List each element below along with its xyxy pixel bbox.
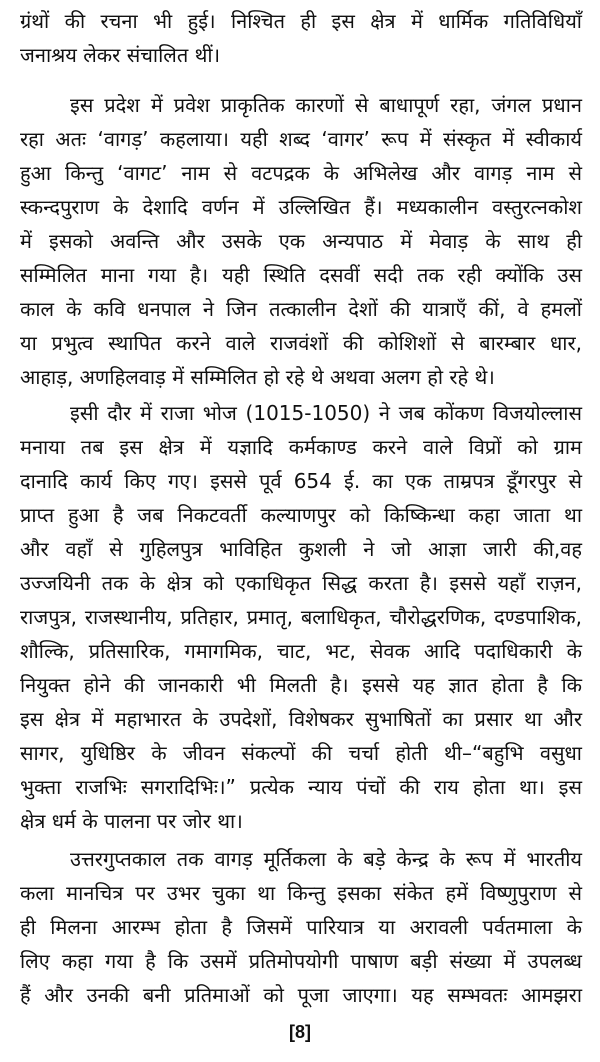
text-line: इस क्षेत्र में महाभारत के उपदेशों, विशेषकर सुभाषितों का प्रसार था और: [20, 707, 582, 731]
page-number: [8]: [289, 1022, 311, 1042]
text-line: और वहाँ से गुहिलपुत्र भाविहित कुशली ने जो आज्ञा जारी की,वह: [20, 537, 582, 561]
text-line: इसी दौर में राजा भोज (1015-1050) ने जब कोंकण विजयोल्लास: [70, 401, 582, 425]
text-line: उत्तरगुप्तकाल तक वागड़ मूर्तिकला के बड़े केन्द्र के रूप में भारतीय: [70, 847, 582, 871]
text-line: शौल्कि, प्रतिसारिक, गमागमिक, चाट, भट, सेवक आदि पदाधिकारी के: [20, 639, 582, 663]
text-line: इस प्रदेश में प्रवेश प्राकृतिक कारणों से बाधापूर्ण रहा, जंगल प्रधान: [70, 93, 582, 117]
text-line: दानादि कार्य किए गए। इससे पूर्व 654 ई. का एक ताम्रपत्र डूँगरपुर से: [20, 469, 582, 493]
text-line: स्कन्दपुराण के देशादि वर्णन में उल्लिखित हैं। मध्यकालीन वस्तुरत्नकोश: [20, 195, 582, 219]
text-line: उज्जयिनी तक के क्षेत्र को एकाधिकृत सिद्ध करता है। इससे यहाँ राज़न,: [20, 571, 582, 595]
text-line: आहाड़, अणहिलवाड़ में सम्मिलित हो रहे थे अथवा अलग हो रहे थे।: [20, 365, 495, 389]
text-line: या प्रभुत्व स्थापित करने वाले राजवंशों की कोशिशों से बारम्बार धार,: [20, 331, 582, 355]
text-line: सम्मिलित माना गया है। यही स्थिति दसवीं सदी तक रही क्योंकि उस: [20, 263, 582, 287]
text-line: जनाश्रय लेकर संचालित थीं।: [20, 43, 221, 67]
text-line: नियुक्त होने की जानकारी भी मिलती है। इससे यह ज्ञात होता है कि: [20, 673, 582, 697]
text-line: कला मानचित्र पर उभर चुका था किन्तु इसका संकेत हमें विष्णुपुराण से: [20, 881, 582, 905]
text-line: राजपुत्र, राजस्थानीय, प्रतिहार, प्रमातृ, बलाधिकृत, चौरोद्धरणिक, दण्डपाशिक,: [20, 605, 582, 629]
text-line: रहा अतः ‘वागड़’ कहलाया। यही शब्द ‘वागर’ रूप में संस्कृत में स्वीकार्य: [20, 127, 582, 151]
text-line: प्राप्त हुआ है जब निकटवर्ती कल्याणपुर को किष्किन्धा कहा जाता था: [20, 503, 582, 527]
text-line: काल के कवि धनपाल ने जिन तत्कालीन देशों की यात्राएँ कीं, वे हमलों: [20, 297, 582, 321]
text-line: मनाया तब इस क्षेत्र में यज्ञादि कर्मकाण्ड करने वाले विप्रों को ग्राम: [20, 435, 582, 459]
text-line: सागर, युधिष्ठिर के जीवन संकल्पों की चर्चा होती थी–“बहुभि वसुधा: [20, 741, 582, 765]
text-line: हुआ किन्तु ‘वागट’ नाम से वटपद्रक के अभिलेख और वागड़ नाम से: [20, 161, 582, 185]
text-line: क्षेत्र धर्म के पालना पर जोर था।: [20, 809, 243, 833]
text-line: में इसको अवन्ति और उसके एक अन्यपाठ में मेवाड़ के साथ ही: [20, 229, 582, 253]
text-line: ग्रंथों की रचना भी हुई। निश्चित ही इस क्षेत्र में धार्मिक गतिविधियाँ: [20, 9, 582, 33]
text-line: भुक्ता राजभिः सगरादिभिः।” प्रत्येक न्याय पंचों की राय होता था। इस: [20, 775, 582, 799]
text-line: ही मिलना आरम्भ होता है जिसमें पारियात्र या अरावली पर्वतमाला के: [20, 915, 582, 939]
text-line: लिए कहा गया है कि उसमें प्रतिमोपयोगी पाषाण बड़ी संख्या में उपलब्ध: [20, 949, 582, 973]
text-line: हैं और उनकी बनी प्रतिमाओं को पूजा जाएगा। यह सम्भवतः आमझरा: [20, 983, 582, 1007]
